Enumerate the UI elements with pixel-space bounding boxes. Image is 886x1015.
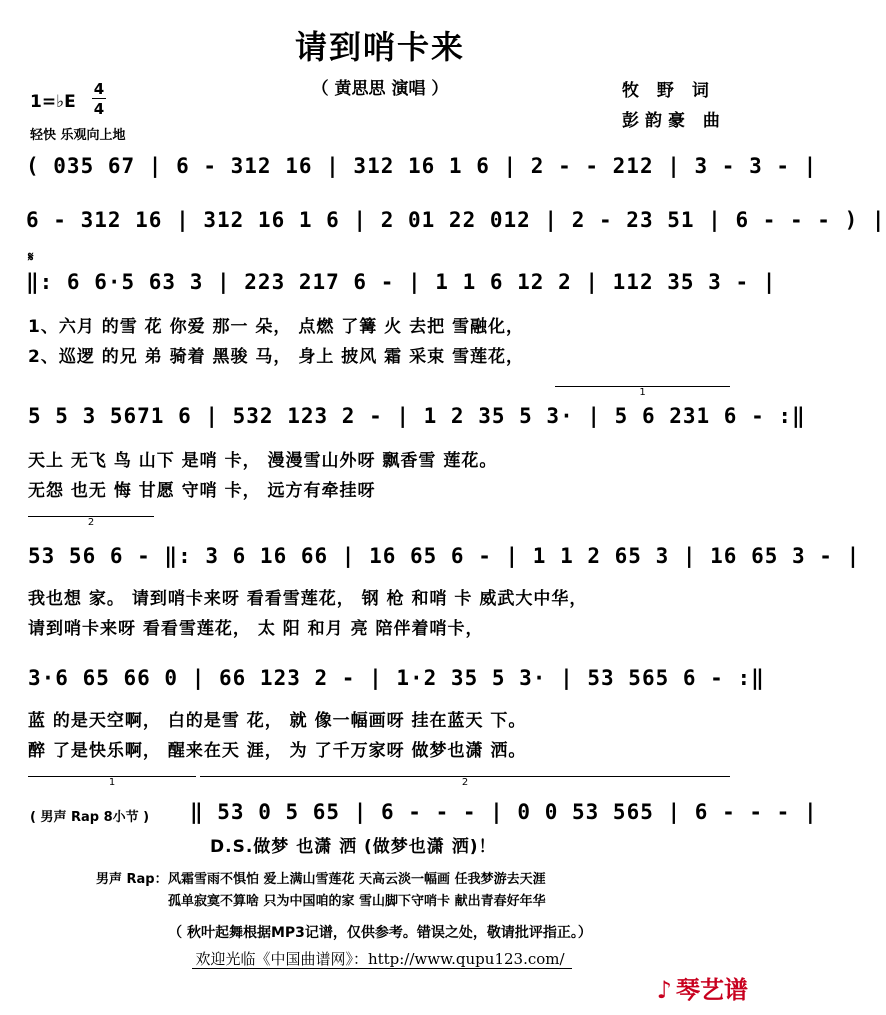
- score-row-6: 3·6 65 66 0 | 66 123 2 - | 1·2 35 5 3· | 53 565 6 - :‖: [28, 666, 765, 690]
- lyrics-row-5-line-2: 请到哨卡来呀 看看雪莲花， 太 阳 和月 亮 陪伴着哨卡，: [28, 619, 484, 639]
- key-signature: 1=♭E: [30, 92, 76, 112]
- rap-section-label: ( 男声 Rap 8小节 ): [30, 810, 150, 825]
- website-underline: [192, 968, 572, 969]
- composer-credit: 彭韵豪 曲: [622, 111, 726, 131]
- time-signature-top: 4: [93, 80, 105, 98]
- volta-bracket-rap-2: 2: [200, 776, 730, 788]
- segno-icon: 𝄋: [28, 250, 34, 265]
- lyrics-row-7: D.S.做梦 也潇 洒 (做梦也潇 洒)！: [210, 837, 497, 857]
- rap-label: 男声 Rap：: [96, 872, 168, 887]
- logo-mark-icon: ♪: [656, 976, 672, 1004]
- volta-bracket-2: 2: [28, 516, 154, 528]
- lyrics-row-5-line-1: 我也想 家。 请到哨卡来呀 看看雪莲花， 钢 枪 和哨 卡 威武大中华，: [28, 589, 588, 609]
- volta-bracket-1: 1: [555, 386, 730, 398]
- rap-line-2: 孤单寂寞不算啥 只为中国咱的家 雪山脚下守哨卡 献出青春好年华: [168, 894, 546, 909]
- score-row-2: 6 - 312 16 | 312 16 1 6 | 2 01 22 012 | 2 - 23 51 | 6 - - - ) |: [26, 208, 886, 232]
- time-signature-bottom: 4: [93, 100, 105, 118]
- score-row-1: ( 035 67 | 6 - 312 16 | 312 16 1 6 | 2 - - 212 | 3 - 3 - |: [26, 154, 818, 178]
- score-row-5: 53 56 6 - ‖: 3 6 16 66 | 16 65 6 - | 1 1 2 65 3 | 16 65 3 - |: [28, 544, 861, 568]
- lyrics-row-3-verse-1: 1、六月 的雪 花 你爱 那一 朵， 点燃 了篝 火 去把 雪融化，: [28, 317, 525, 337]
- score-row-7: ‖ 53 0 5 65 | 6 - - - | 0 0 53 565 | 6 - - - |: [190, 800, 818, 824]
- lyrics-row-6-verse-1: 蓝 的是天空啊， 白的是雪 花， 就 像一幅画呀 挂在蓝天 下。: [28, 711, 527, 731]
- site-logo: ♪ 琴艺谱: [656, 976, 748, 1004]
- lyricist-credit: 牧 野 词: [622, 81, 715, 101]
- lyrics-row-4-verse-1: 天上 无飞 鸟 山下 是哨 卡， 漫漫雪山外呀 飘香雪 莲花。: [28, 451, 498, 471]
- lyrics-row-6-verse-2: 醉 了是快乐啊， 醒来在天 涯， 为 了千万家呀 做梦也潇 洒。: [28, 741, 527, 761]
- transcription-note: （ 秋叶起舞根据MP3记谱，仅供参考。错误之处，敬请批评指正。）: [168, 925, 592, 941]
- lyrics-row-4-verse-2: 无怨 也无 悔 甘愿 守哨 卡， 远方有牵挂呀: [28, 481, 376, 501]
- score-row-4: 5 5 3 5671 6 | 532 123 2 - | 1 2 35 5 3· | 5 6 231 6 - :‖: [28, 404, 806, 428]
- lyrics-row-3-verse-2: 2、巡逻 的兄 弟 骑着 黑骏 马， 身上 披风 霜 采束 雪莲花，: [28, 347, 525, 367]
- tempo-marking: 轻快 乐观向上地: [30, 128, 126, 143]
- song-title: 请到哨卡来: [294, 28, 465, 66]
- score-row-3: ‖: 6 6·5 63 3 | 223 217 6 - | 1 1 6 12 2 | 112 35 3 - |: [26, 270, 777, 294]
- volta-bracket-rap-1: 1: [28, 776, 196, 788]
- rap-line-1: 风霜雪雨不惧怕 爱上满山雪莲花 天高云淡一幅画 任我梦游去天涯: [168, 872, 546, 887]
- website-link[interactable]: 欢迎光临《中国曲谱网》：http://www.qupu123.com/: [195, 950, 565, 968]
- singer-credit: （ 黄思思 演唱 ）: [311, 79, 449, 99]
- time-signature-line: [92, 98, 106, 99]
